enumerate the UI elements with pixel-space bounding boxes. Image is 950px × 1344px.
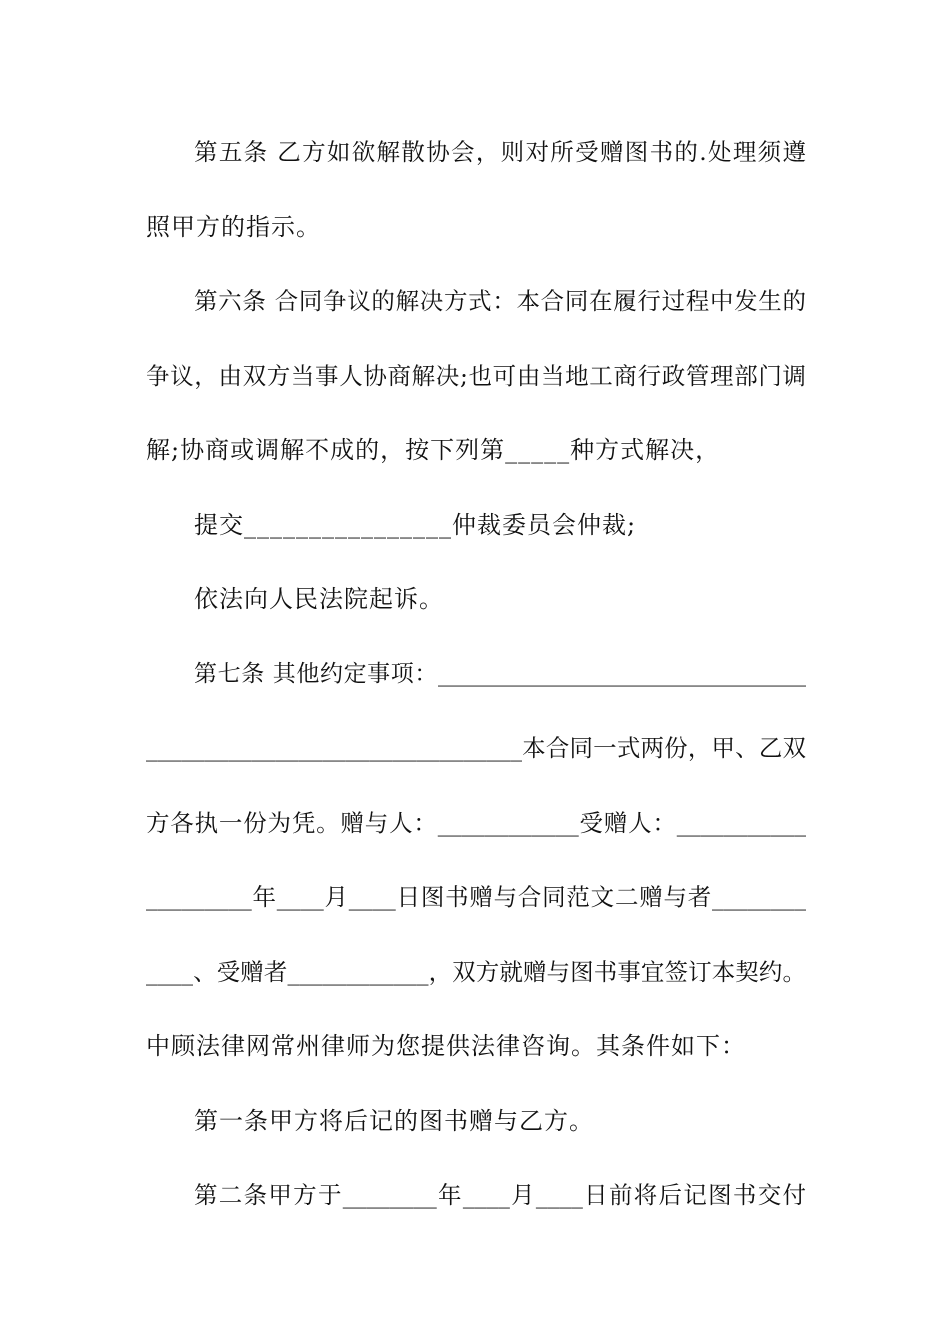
text-line-15: 第二条甲方于________年____月____日前将后记图书交付 [194, 1181, 806, 1209]
text-line-10: 方各执一份为凭。赠与人：____________受赠人：___________ [146, 809, 806, 837]
text-line-14: 第一条甲方将后记的图书赠与乙方。 [194, 1107, 594, 1135]
text-line-4: 争议，由双方当事人协商解决;也可由当地工商行政管理部门调 [146, 362, 806, 390]
text-line-11: _________年____月____日图书赠与合同范文二赠与者________ [146, 883, 806, 911]
text-line-7: 依法向人民法院起诉。 [194, 585, 444, 613]
text-line-1: 第五条 乙方如欲解散协会，则对所受赠图书的.处理须遵 [194, 138, 806, 166]
text-line-8: 第七条 其他约定事项：________________________________ [194, 661, 806, 687]
text-line-6: 提交________________仲裁委员会仲裁; [194, 511, 637, 539]
text-line-12: ____、受赠者____________，双方就赠与图书事宜签订本契约。 [146, 958, 806, 986]
text-line-2: 照甲方的指示。 [146, 213, 321, 241]
text-line-13: 中顾法律网常州律师为您提供法律咨询。其条件如下： [146, 1032, 746, 1060]
text-line-5: 解;协商或调解不成的，按下列第_____种方式解决， [146, 436, 721, 464]
text-line-3: 第六条 合同争议的解决方式：本合同在履行过程中发生的 [194, 287, 806, 315]
text-line-9: ________________________________本合同一式两份，甲、乙双 [146, 734, 806, 762]
